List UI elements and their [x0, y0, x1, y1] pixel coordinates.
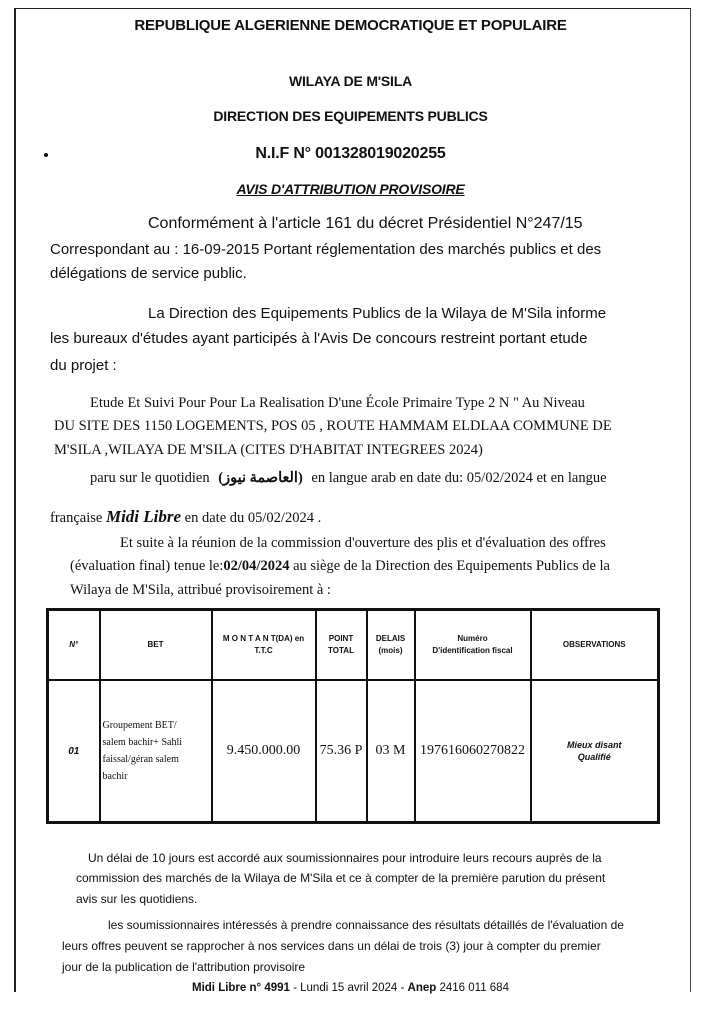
intro-line-1: Conformément à l'article 161 du décret Présidentiel N°247/15	[148, 215, 583, 232]
note1-line-1: Un délai de 10 jours est accordé aux soumissionnaires pour introduire leurs recours auprès de la	[88, 851, 602, 865]
row-number: 01	[48, 680, 100, 823]
intro-line-3: délégations de service public.	[50, 265, 247, 282]
project-line-8: Wilaya de M'Sila, attribué provisoirement à :	[70, 582, 331, 598]
direction-title: DIRECTION DES EQUIPEMENTS PUBLICS	[213, 108, 488, 124]
table-row	[48, 680, 659, 823]
project-line-3: M'SILA ,WILAYA DE M'SILA (CITES D'HABITAT INTEGREES 2024)	[54, 442, 483, 458]
project-line-7	[70, 558, 610, 575]
midi-libre-name: Midi Libre	[105, 507, 182, 526]
note2-line-3: jour de la publication de l'attribution provisoire	[62, 960, 306, 974]
footer-anep-number: 2416 011 684	[436, 982, 509, 994]
arabic-newspaper: (العاصمة نيوز)	[218, 470, 303, 486]
langue-francaise: française	[50, 510, 103, 526]
nif-title: N.I.F N° 001328019020255	[255, 145, 446, 162]
evaluation-date: 02/04/2024	[223, 558, 290, 574]
row-observations: Mieux disant Qualifié	[531, 680, 659, 823]
publication-footer	[0, 982, 701, 994]
footer-date: - Lundi 15 avril 2024 -	[289, 982, 408, 994]
footer-anep: Anep	[407, 982, 437, 994]
header-n: N°	[48, 610, 100, 681]
table-header-row	[48, 610, 659, 681]
row-point: 75.36 P	[316, 680, 367, 823]
row-delais: 03 M	[367, 680, 415, 823]
header-point: POINT TOTAL	[316, 610, 367, 681]
newspaper-intro: paru sur le quotidien	[90, 470, 210, 486]
header-numero: Numéro D'identification fiscal	[415, 610, 531, 681]
row-montant: 9.450.000.00	[212, 680, 316, 823]
note1-line-2: commission des marchés de la Wilaya de M'Sila et ce à compter de la première parution du présent	[76, 871, 606, 885]
attribution-table	[46, 608, 660, 824]
intro-line-2: Correspondant au : 16-09-2015 Portant réglementation des marchés publics et des	[50, 241, 602, 258]
header-delais: DELAIS (mois)	[367, 610, 415, 681]
newspaper-date-fr: en date du 05/02/2024 .	[184, 510, 322, 526]
project-line-2: DU SITE DES 1150 LOGEMENTS, POS 05 , ROUTE HAMMAM ELDLAA COMMUNE DE	[54, 418, 612, 434]
header-bet: BET	[100, 610, 212, 681]
row-nif: 197616060270822	[415, 680, 531, 823]
wilaya-title: WILAYA DE M'SILA	[288, 73, 413, 89]
inform-line-1: La Direction des Equipements Publics de la Wilaya de M'Sila informe	[148, 305, 607, 322]
project-line-1: Etude Et Suivi Pour Pour La Realisation D'une École Primaire Type 2 N " Au Niveau	[90, 395, 585, 411]
inform-line-2: les bureaux d'études ayant participés à l'Avis De concours restreint portant etude	[50, 330, 588, 347]
header-montant: M O N T A N T(DA) en T.T.C	[212, 610, 316, 681]
inform-line-3: du projet :	[50, 357, 117, 374]
evaluation-place: au siège de la Direction des Equipements Publics de la	[289, 558, 610, 574]
evaluation-text: (évaluation final) tenue le:	[70, 558, 224, 574]
republic-title: REPUBLIQUE ALGERIENNE DEMOCRATIQUE ET POPULAIRE	[134, 17, 567, 34]
note2-line-2: leurs offres peuvent se rapprocher à nos services dans un délai de trois (3) jour à compter du premier	[62, 939, 601, 953]
avis-title: AVIS D'ATTRIBUTION PROVISOIRE	[236, 181, 465, 197]
note2-line-1: les soumissionnaires intéressés à prendre connaissance des résultats détaillés de l'évaluation de	[108, 918, 624, 932]
row-bet: Groupement BET/ salem bachir+ Sahli faissal/géran salem bachir	[100, 680, 212, 823]
footer-paper: Midi Libre n° 4991	[192, 982, 290, 994]
project-line-4	[90, 470, 607, 487]
newspaper-date-arab: en langue arab en date du: 05/02/2024 et en langue	[311, 470, 607, 486]
project-line-6: Et suite à la réunion de la commission d'ouverture des plis et d'évaluation des offres	[120, 535, 606, 551]
note1-line-3: avis sur les quotidiens.	[76, 892, 198, 906]
project-line-5	[50, 507, 321, 527]
header-observations: OBSERVATIONS	[531, 610, 659, 681]
